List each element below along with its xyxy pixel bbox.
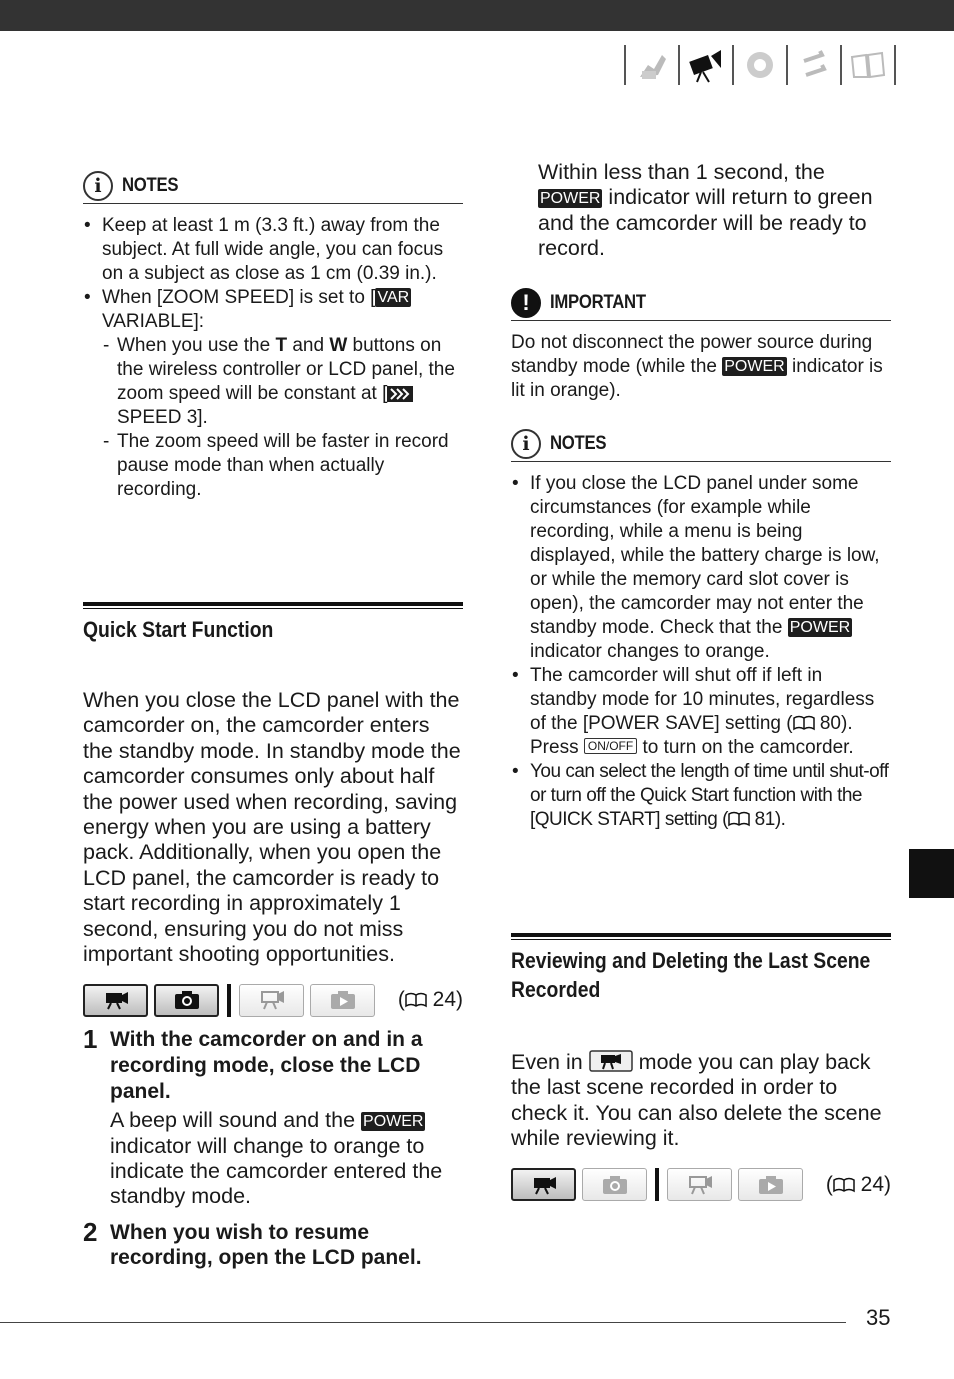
book-icon <box>728 811 750 827</box>
mode-icons <box>511 1168 891 1202</box>
power-indicator-tag: POWER <box>789 619 851 636</box>
photo-play-icon <box>757 1174 785 1196</box>
mode-divider <box>655 1168 659 1201</box>
step-heading: With the camcorder on and in a recording mode, close the LCD panel. <box>110 1028 423 1103</box>
step-text <box>511 160 891 262</box>
ref-text: 24) <box>854 1172 891 1196</box>
step-heading: When you wish to resume recording, open the LCD panel. <box>110 1220 422 1270</box>
transfer-arrows-icon <box>796 47 832 83</box>
chapter-side-tab <box>909 849 954 898</box>
list-item <box>83 286 463 502</box>
photo-play-mode-button <box>738 1168 803 1201</box>
note-text: 81). <box>749 809 786 830</box>
quick-start-body: When you close the LCD panel with the camcorder on, the camcorder enters the standby mode. In standby mode the camcorder consumes only about half the power used when recording, saving energy when you are using a battery pack. Additionally, when you open the LCD panel, the camcorder is ready to start recording in approximately 1 second, ensuring you do not miss important shooting opportunities. <box>83 688 461 967</box>
info-icon: i <box>511 429 541 459</box>
step-number: 2 <box>83 1216 98 1247</box>
tab-divider <box>894 45 896 85</box>
step-text-part: indicator will change to orange to indicate the camcorder entered the standby mode. <box>110 1133 443 1209</box>
note-text: If you close the LCD panel under some circumstances (for example while recording, while a menu is being displayed, while the battery charge is low, or while the memory card slot cover is open), the camcorder may not enter the standby mode. Check that the <box>530 473 880 638</box>
note-text: buttons on the wireless controller or LCD panel, the zoom speed will be constant at [ <box>117 335 455 404</box>
section-rule <box>83 602 463 606</box>
notes-header <box>83 170 463 204</box>
section-title: Recorded <box>511 977 601 1002</box>
tab-divider <box>786 45 788 85</box>
on-off-button-label: ON/OFF <box>584 738 637 754</box>
note-text: Keep at least 1 m (3.3 ft.) away from the subject. At full wide angle, you can focus on a subject as close as 1 cm (0.39 in.). <box>102 215 444 284</box>
page-number: 35 <box>866 1305 891 1330</box>
important-section <box>511 287 891 403</box>
photo-play-mode-button <box>310 984 375 1017</box>
page-reference <box>826 1173 891 1197</box>
t-button-label: T <box>275 335 288 356</box>
mode-icons <box>83 983 463 1017</box>
video-record-mode-button <box>83 984 148 1017</box>
note-text: to turn on the camcorder. <box>637 737 854 758</box>
tab-photo[interactable] <box>738 45 782 85</box>
photo-camera-icon <box>601 1174 629 1196</box>
list-item <box>511 472 891 664</box>
note-text: SPEED 3]. <box>117 407 208 428</box>
movie-play-icon <box>686 1174 714 1196</box>
note-text: When [ZOOM SPEED] is set to [ <box>102 287 376 308</box>
book-icon <box>793 715 815 731</box>
important-header <box>511 287 891 321</box>
note-text: and <box>287 335 330 356</box>
notes-header <box>511 428 891 462</box>
tab-divider <box>678 45 680 85</box>
tab-preparation[interactable] <box>630 45 674 85</box>
notes-title: NOTES <box>122 174 179 196</box>
w-button-label: W <box>329 335 348 356</box>
list-item <box>511 760 891 832</box>
review-section <box>511 933 891 1202</box>
step-text <box>110 1108 463 1210</box>
step-2 <box>83 1216 463 1271</box>
movie-camera-icon <box>103 990 129 1010</box>
book-icon <box>405 992 427 1008</box>
footer-rule <box>0 1322 846 1323</box>
photo-camera-icon <box>742 47 778 83</box>
video-play-mode-button <box>239 984 304 1017</box>
notes-list <box>511 472 891 832</box>
movie-play-icon <box>258 989 286 1011</box>
speed3-icon <box>387 386 413 402</box>
book-icon <box>833 1177 855 1193</box>
video-record-mode-button <box>511 1168 576 1201</box>
tab-divider <box>624 45 626 85</box>
list-item <box>102 334 463 430</box>
section-rule <box>511 933 891 937</box>
step-number: 1 <box>83 1024 98 1055</box>
important-title: IMPORTANT <box>550 291 646 313</box>
section-title: Quick Start Function <box>83 617 274 642</box>
list-item <box>83 214 463 286</box>
notes-section-2 <box>511 428 891 832</box>
note-text: VARIABLE]: <box>102 311 205 332</box>
notes-section <box>83 170 463 502</box>
note-text: You can select the length of time until shut-off or turn off the Quick Start function with the [QUICK START] setting ( <box>530 761 889 830</box>
power-indicator-tag: POWER <box>540 190 601 208</box>
power-indicator-tag: POWER <box>724 358 785 375</box>
list-item <box>511 664 891 760</box>
step-text-part: Within less than 1 second, the <box>538 160 825 184</box>
tab-divider <box>732 45 734 85</box>
note-text: 80). Press <box>530 713 853 758</box>
list-item <box>102 430 463 502</box>
important-text-part: Do not disconnect the power source during standby mode (while the <box>511 332 873 377</box>
note-text: The camcorder will shut off if left in standby mode for 10 minutes, regardless of the [POWER SAVE] setting ( <box>530 665 875 734</box>
info-icon: i <box>83 171 113 201</box>
chapter-tabs <box>620 44 900 86</box>
movie-camera-icon <box>687 46 725 84</box>
photo-play-icon <box>329 989 357 1011</box>
important-text-part: indicator is lit in orange). <box>511 356 883 401</box>
photo-record-mode-button <box>582 1168 647 1201</box>
ref-text: ( <box>825 1172 833 1196</box>
note-text: The zoom speed will be faster in record pause mode than when actually recording. <box>117 431 449 500</box>
ref-text: ( <box>397 988 405 1012</box>
note-text: indicator changes to orange. <box>530 641 770 662</box>
section-rule <box>83 608 463 609</box>
mode-divider <box>227 984 231 1017</box>
step-2-continued <box>511 160 891 262</box>
power-indicator-tag: POWER <box>363 1113 424 1131</box>
top-bar <box>0 0 954 31</box>
tab-divider <box>840 45 842 85</box>
page-reference <box>398 988 463 1012</box>
note-text: When you use the <box>117 335 276 356</box>
section-title: Reviewing and Deleting the Last Scene <box>511 948 871 973</box>
review-text: mode you can play back the last scene recorded in order to check it. You can also delete the scene while reviewing it. <box>511 1050 882 1151</box>
book-icon <box>848 47 888 83</box>
video-play-mode-button <box>667 1168 732 1201</box>
step-text-part: A beep will sound and the <box>110 1108 362 1133</box>
important-text <box>511 331 891 403</box>
section-rule <box>511 939 891 940</box>
review-text: Even in <box>511 1050 589 1074</box>
tab-external[interactable] <box>792 45 836 85</box>
notes-list <box>83 214 463 502</box>
exclamation-icon: ! <box>511 288 541 318</box>
tab-info[interactable] <box>846 45 890 85</box>
review-body <box>511 1050 891 1152</box>
tab-video[interactable] <box>684 45 728 85</box>
step-text-part: indicator will return to green and the camcorder will be ready to record. <box>538 185 873 261</box>
movie-camera-icon <box>531 1175 557 1195</box>
ref-text: 24) <box>426 988 463 1012</box>
movie-camera-mode-icon <box>589 1050 633 1072</box>
step-1 <box>83 1024 463 1209</box>
wrench-hand-icon <box>634 47 670 83</box>
photo-camera-icon <box>173 989 201 1011</box>
notes-title: NOTES <box>550 432 607 454</box>
var-tag: VAR <box>377 289 410 306</box>
quick-start-section <box>83 602 463 1271</box>
photo-record-mode-button <box>154 984 219 1017</box>
